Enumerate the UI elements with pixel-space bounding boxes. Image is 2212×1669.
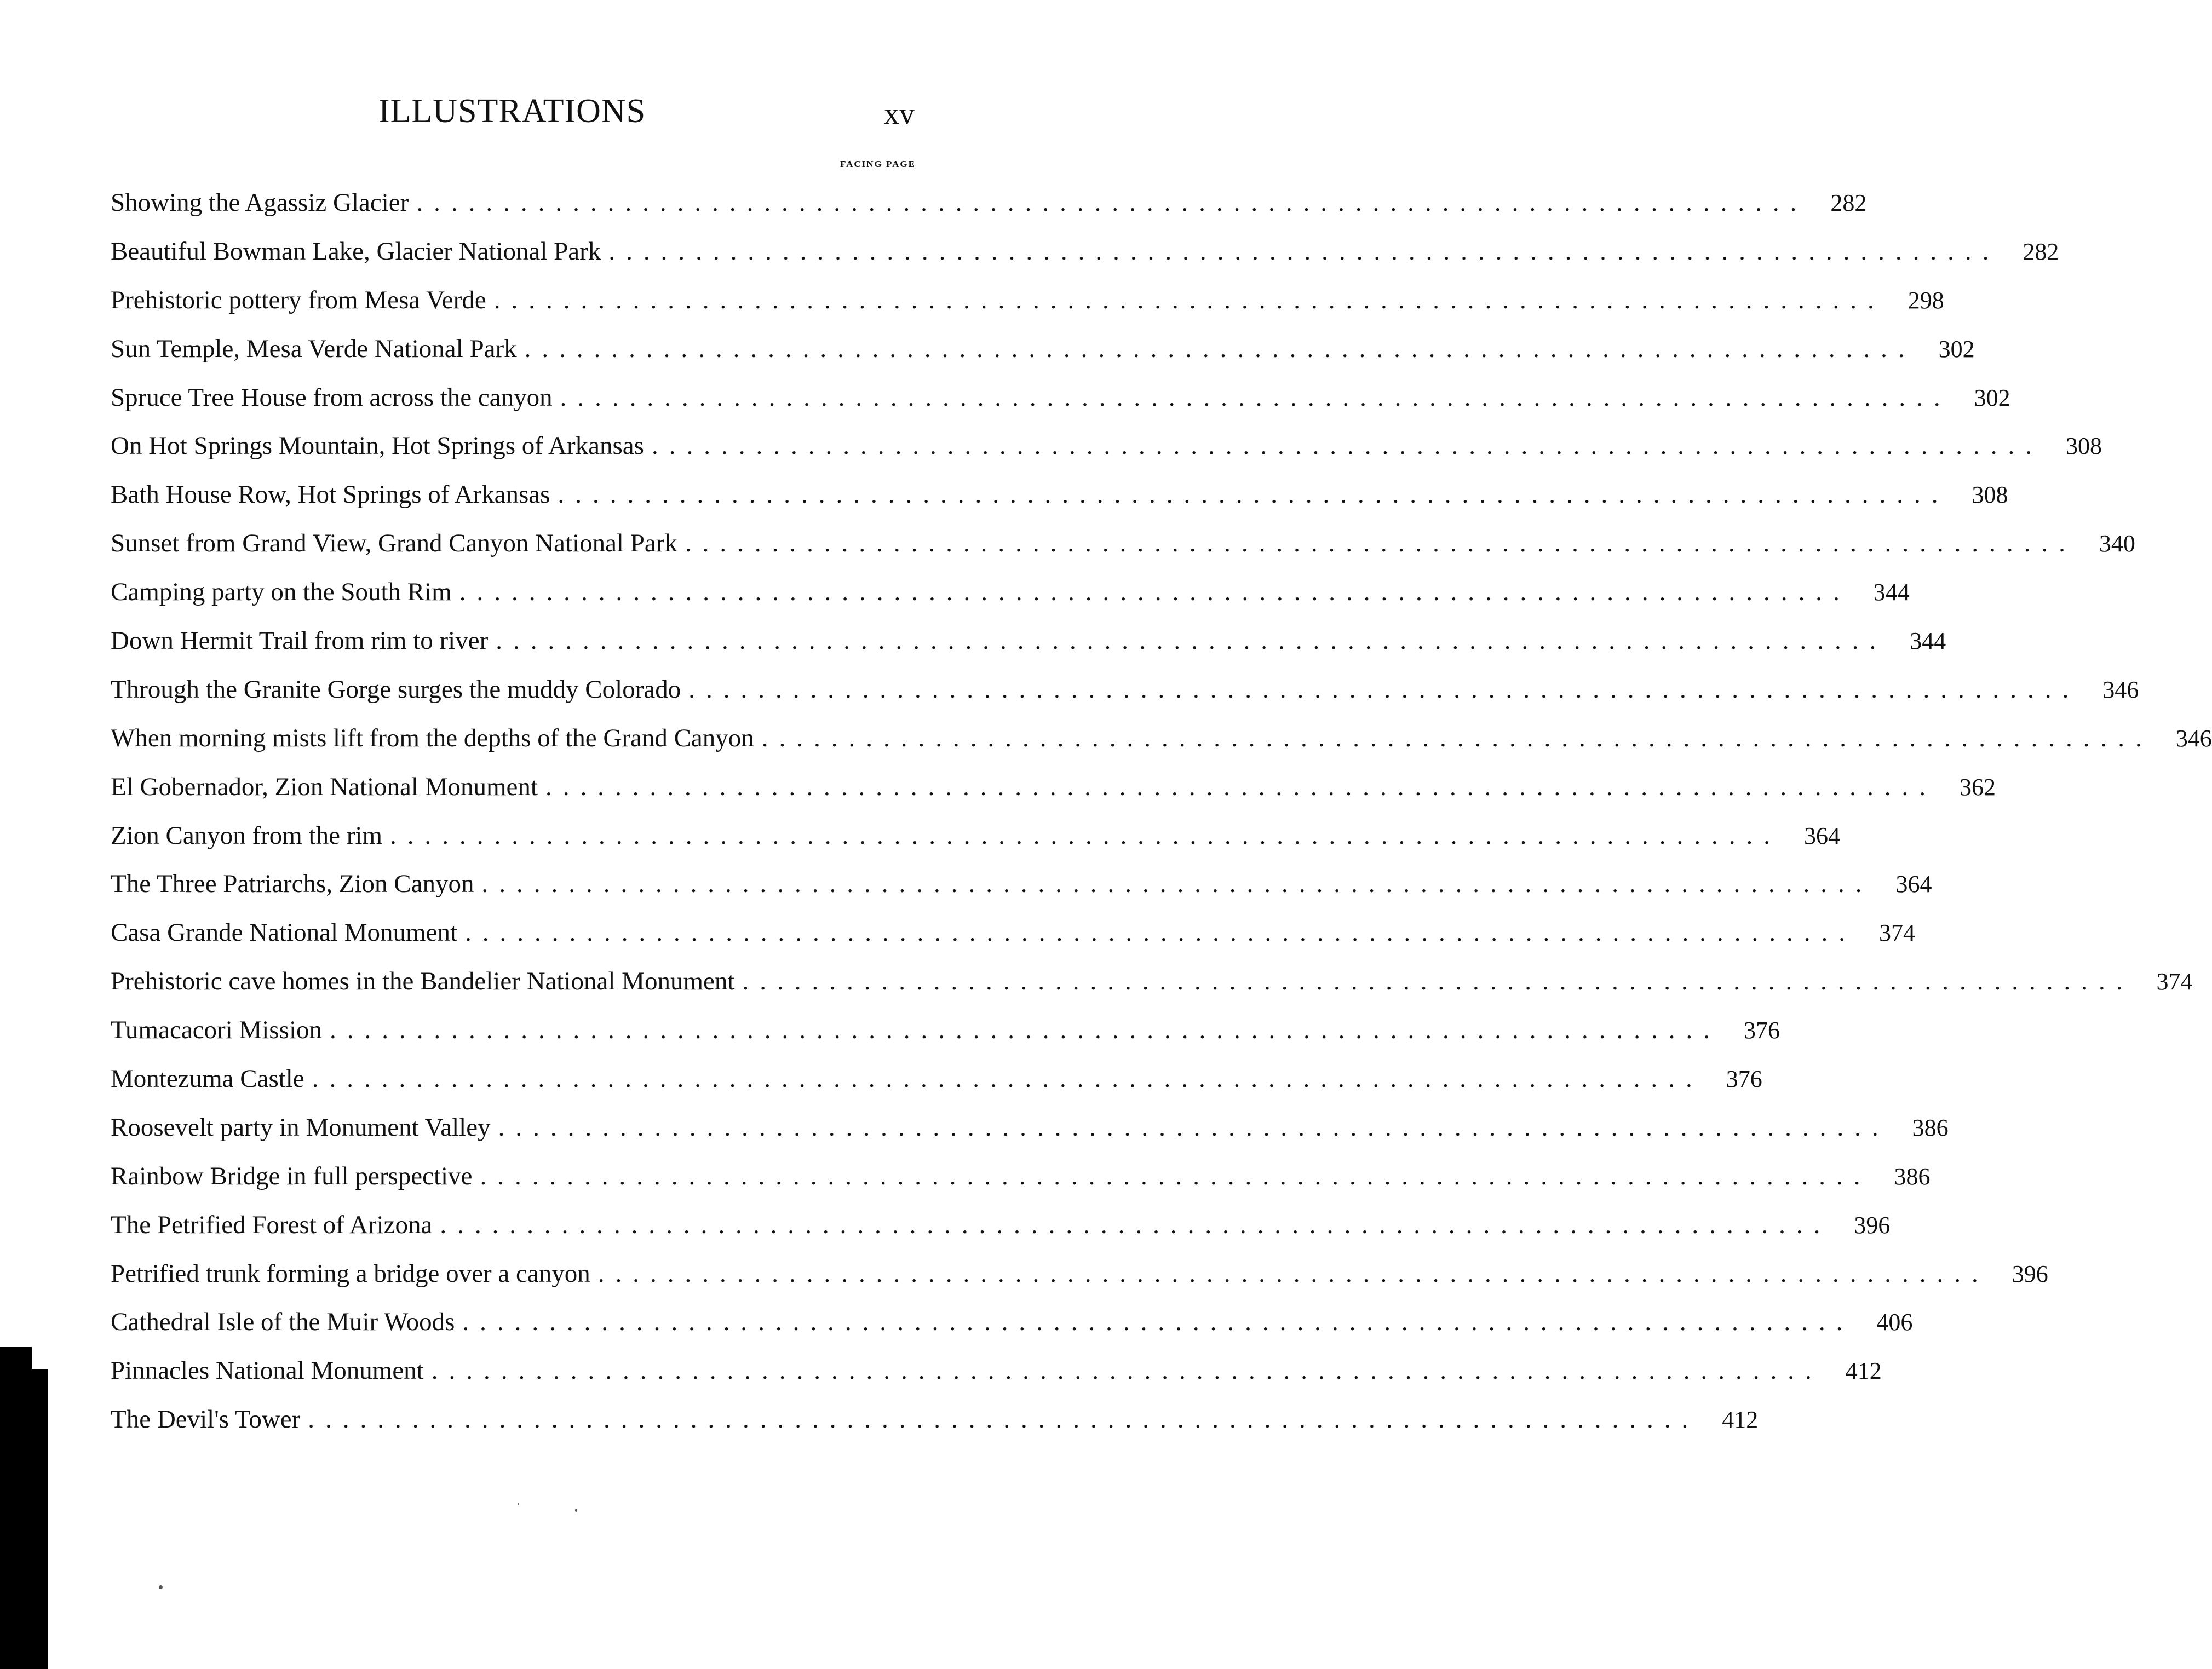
dot-leader: ................................................................................ <box>440 1210 1831 1239</box>
entry-title: When morning mists lift from the depths of the Grand Canyon <box>111 723 754 752</box>
entry-page-number: 308 <box>2065 433 2102 460</box>
page-title: ILLUSTRATIONS <box>378 93 646 130</box>
entry-title: Casa Grande National Monument <box>111 918 458 947</box>
dot-leader: ................................................................................ <box>685 529 2076 558</box>
dot-leader: ................................................................................ <box>465 918 1857 947</box>
entry-page-number: 412 <box>1722 1406 1759 1434</box>
dot-leader: ................................................................................ <box>742 967 2134 996</box>
entry-page-number: 412 <box>1845 1357 1882 1385</box>
running-head <box>110 92 915 136</box>
entry-title: Beautiful Bowman Lake, Glacier National Park <box>111 237 601 266</box>
entry-title: Tumacacori Mission <box>111 1016 323 1045</box>
list-item <box>111 519 2135 568</box>
dot-leader: ................................................................................ <box>761 723 2153 752</box>
entry-page-number: 298 <box>1908 286 1944 314</box>
dot-leader: ................................................................................ <box>608 237 2000 266</box>
entry-page-number: 282 <box>1830 189 1867 216</box>
entry-title: Prehistoric pottery from Mesa Verde <box>111 285 486 314</box>
entry-page-number: 282 <box>2023 238 2059 265</box>
entry-title: Rainbow Bridge in full perspective <box>111 1161 473 1190</box>
scan-speck <box>159 1585 163 1589</box>
dot-leader: ................................................................................ <box>312 1064 1703 1094</box>
dot-leader: ................................................................................ <box>308 1405 1699 1434</box>
entry-page-number: 386 <box>1912 1114 1949 1141</box>
list-item <box>111 227 2059 276</box>
dot-leader: ................................................................................ <box>597 1259 1989 1288</box>
list-item <box>111 714 2212 763</box>
entry-title: Showing the Agassiz Glacier <box>111 188 409 217</box>
entry-title: The Three Patriarchs, Zion Canyon <box>111 870 474 899</box>
list-item <box>111 617 1946 665</box>
entry-page-number: 364 <box>1895 871 1932 898</box>
entry-title: Montezuma Castle <box>111 1064 304 1094</box>
entry-page-number: 308 <box>1972 481 2008 509</box>
entry-page-number: 340 <box>2099 530 2135 557</box>
entry-title: On Hot Springs Mountain, Hot Springs of Arkansas <box>111 431 644 461</box>
list-item <box>111 1298 1913 1346</box>
list-item <box>111 1201 1891 1250</box>
dot-leader: ................................................................................ <box>330 1016 1721 1045</box>
dot-leader: ................................................................................ <box>688 675 2080 704</box>
entry-title: Bath House Row, Hot Springs of Arkansas <box>111 480 550 509</box>
entry-page-number: 374 <box>1879 919 1916 947</box>
list-item <box>111 179 1867 227</box>
dot-leader: ................................................................................ <box>481 870 1873 899</box>
list-item <box>111 422 2102 470</box>
list-item <box>111 373 2010 422</box>
entry-page-number: 376 <box>1726 1066 1762 1093</box>
list-item <box>111 1103 1949 1152</box>
entry-page-number: 346 <box>2175 724 2212 752</box>
entry-title: Sun Temple, Mesa Verde National Park <box>111 334 517 363</box>
entry-title: Prehistoric cave homes in the Bandelier National Monument <box>111 967 735 996</box>
dot-leader: ................................................................................ <box>498 1113 1889 1142</box>
facing-page-heading: FACING PAGE <box>840 159 916 169</box>
dot-leader: ................................................................................ <box>560 383 1951 412</box>
entry-page-number: 364 <box>1804 822 1841 849</box>
entry-page-number: 376 <box>1744 1017 1780 1044</box>
entry-title: Roosevelt party in Monument Valley <box>111 1113 491 1142</box>
entry-title: The Petrified Forest of Arizona <box>111 1210 433 1239</box>
list-item <box>111 665 2139 714</box>
list-item <box>111 1395 1759 1444</box>
dot-leader: ................................................................................ <box>416 188 1808 217</box>
list-item <box>111 908 1916 957</box>
entry-title: Cathedral Isle of the Muir Woods <box>111 1308 455 1337</box>
dot-leader: ................................................................................ <box>459 578 1851 607</box>
dot-leader: ................................................................................ <box>480 1161 1871 1190</box>
entry-page-number: 346 <box>2102 676 2139 703</box>
dot-leader: ................................................................................ <box>493 285 1885 314</box>
page-folio: xv <box>884 97 915 131</box>
entry-page-number: 344 <box>1910 628 1946 655</box>
entry-title: Petrified trunk forming a bridge over a canyon <box>111 1259 590 1288</box>
entry-page-number: 386 <box>1894 1162 1931 1190</box>
list-item <box>111 470 2008 519</box>
entry-page-number: 396 <box>1854 1211 1891 1239</box>
entry-title: The Devil's Tower <box>111 1405 301 1434</box>
entry-title: Spruce Tree House from across the canyon <box>111 383 553 412</box>
list-item <box>111 1006 1780 1055</box>
list-item <box>111 957 2193 1006</box>
list-item <box>111 1152 1931 1201</box>
list-item <box>111 1346 1882 1395</box>
list-item <box>111 325 1975 373</box>
entry-title: Sunset from Grand View, Grand Canyon National Park <box>111 529 677 558</box>
list-item <box>111 860 1932 908</box>
illustrations-list <box>111 179 2212 1444</box>
entry-page-number: 302 <box>1938 335 1975 362</box>
entry-title: Pinnacles National Monument <box>111 1356 424 1385</box>
dot-leader: ................................................................................ <box>545 772 1937 801</box>
entry-title: Zion Canyon from the rim <box>111 821 383 850</box>
scan-binding-shadow <box>0 1347 65 1669</box>
scan-shadow-body <box>0 1369 48 1669</box>
dot-leader: ................................................................................ <box>496 626 1887 655</box>
entry-page-number: 396 <box>2012 1260 2048 1287</box>
scan-speck <box>518 1503 519 1505</box>
list-item <box>111 568 1910 617</box>
dot-leader: ................................................................................ <box>462 1308 1854 1337</box>
list-item <box>111 1250 2048 1298</box>
entry-page-number: 406 <box>1876 1309 1913 1336</box>
dot-leader: ................................................................................ <box>431 1356 1823 1385</box>
dot-leader: ................................................................................ <box>390 821 1782 850</box>
entry-title: Through the Granite Gorge surges the muddy Colorado <box>111 675 681 704</box>
list-item <box>111 812 1841 860</box>
dot-leader: ................................................................................ <box>558 480 1949 509</box>
entry-page-number: 362 <box>1959 773 1996 801</box>
list-item <box>111 276 1944 325</box>
entry-page-number: 344 <box>1873 579 1910 606</box>
entry-page-number: 302 <box>1974 384 2010 411</box>
entry-title: El Gobernador, Zion National Monument <box>111 772 538 801</box>
list-item <box>111 1055 1762 1103</box>
list-item <box>111 763 1996 812</box>
entry-title: Down Hermit Trail from rim to river <box>111 626 489 655</box>
scan-speck <box>575 1509 577 1512</box>
dot-leader: ................................................................................ <box>651 431 2043 461</box>
entry-title: Camping party on the South Rim <box>111 578 452 607</box>
entry-page-number: 374 <box>2156 968 2193 995</box>
dot-leader: ................................................................................ <box>524 334 1916 363</box>
